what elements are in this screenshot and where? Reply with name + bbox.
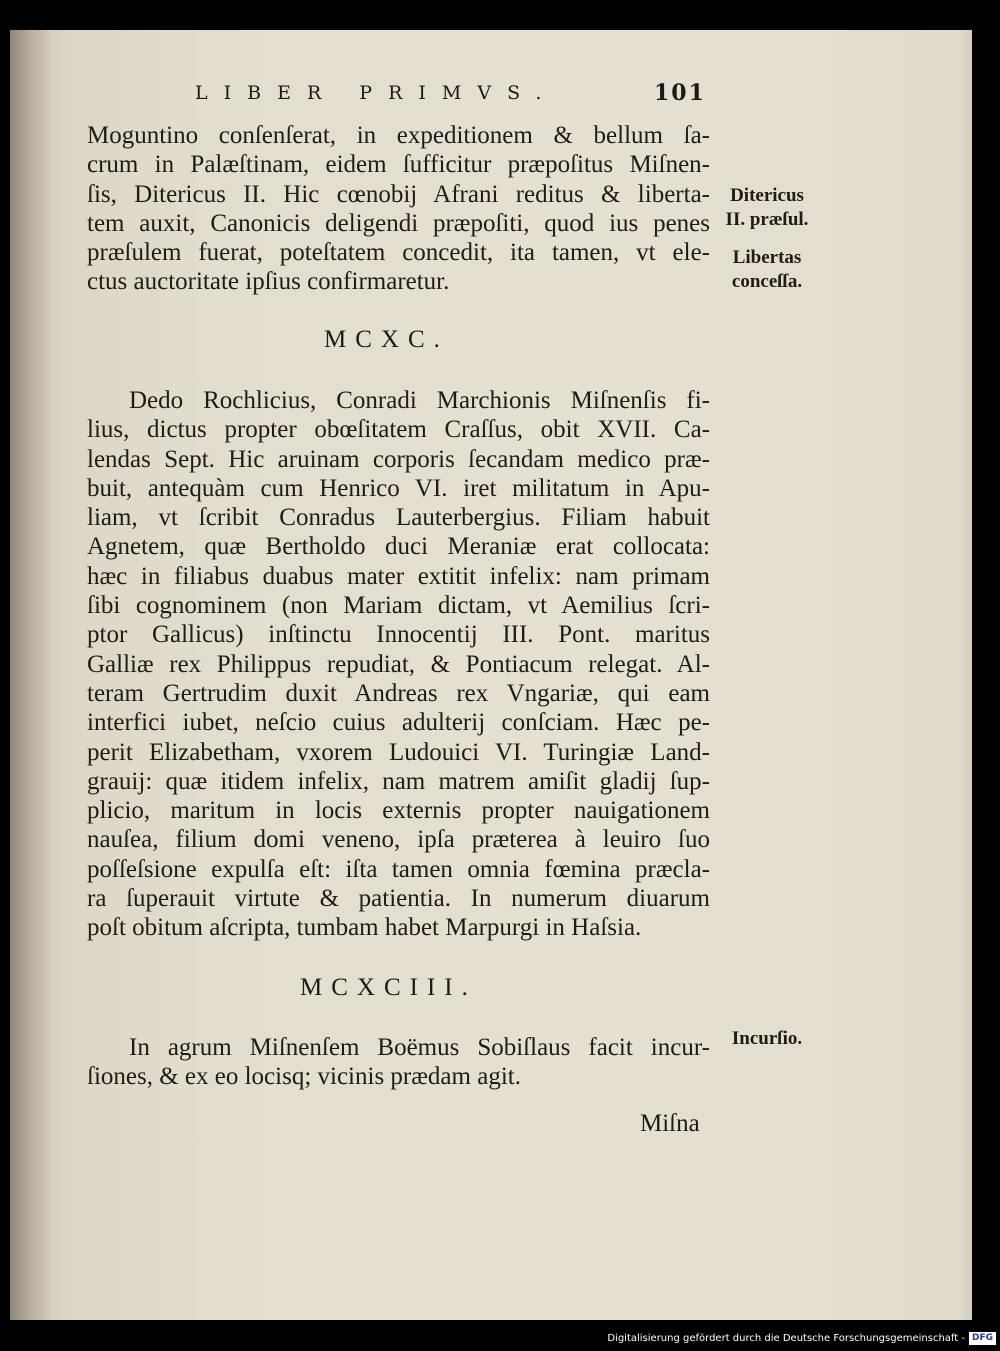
paragraph-1 bbox=[87, 121, 710, 297]
margin-note-libertas bbox=[707, 246, 827, 294]
text-line: Agnetem, quæ Bertholdo duci Meraniæ erat collocata: bbox=[87, 533, 710, 561]
year-heading-mcxciii: MCXCIII. bbox=[300, 974, 477, 1001]
text-line: ſibi cognominem (non Mariam dictam, vt Aemilius ſcri- bbox=[87, 592, 710, 620]
text-line: ſis, Ditericus II. Hic cœnobij Afrani reditus & liberta- bbox=[87, 180, 710, 208]
margin-note-incursio: Incurſio. bbox=[731, 1028, 803, 1049]
text-line: poſt obitum aſcripta, tumbam habet Marpurgi in Haſsia. bbox=[87, 914, 642, 942]
text-line: nauſea, filium domi veneno, ipſa præterea à leuiro ſuo bbox=[87, 826, 710, 854]
text-line: plicio, maritum in locis externis propter nauigationem bbox=[87, 797, 710, 825]
text-line: Dedo Rochlicius, Conradi Marchionis Miſnenſis fi- bbox=[129, 387, 710, 414]
book-page bbox=[10, 30, 972, 1320]
text-line: grauij: quæ itidem infelix, nam matrem amiſit gladij ſup- bbox=[87, 767, 710, 795]
text-line: teram Gertrudim duxit Andreas rex Vngariæ, qui eam bbox=[87, 679, 710, 707]
text-line: Moguntino conſenſerat, in expeditionem & bellum ſa- bbox=[87, 122, 710, 149]
text-line: ſiones, & ex eo locisq; vicinis prædam agit. bbox=[87, 1063, 521, 1091]
catchword: Miſna bbox=[640, 1110, 700, 1137]
text-line: lendas Sept. Hic aruinam corporis ſecandam medico præ- bbox=[87, 445, 710, 473]
text-line: lius, dictus propter obœſitatem Craſſus, obit XVII. Ca- bbox=[87, 416, 710, 444]
page-number: 101 bbox=[654, 80, 706, 106]
text-line: interfici iubet, neſcio cuius adulterij conſciam. Hæc pe- bbox=[87, 709, 710, 737]
text-line: buit, antequàm cum Henrico VI. iret militatum in Apu- bbox=[87, 474, 710, 502]
year-heading-mcxc: MCXC. bbox=[324, 326, 449, 353]
footer-credit-text: Digitalisierung gefördert durch die Deutsche Forschungsgemeinschaft - bbox=[607, 1333, 965, 1344]
digitization-footer bbox=[607, 1332, 996, 1345]
text-line: In agrum Miſnenſem Boëmus Sobiſlaus facit incur- bbox=[129, 1034, 710, 1061]
text-line: ptor Gallicus) inſtinctu Innocentij III. Pont. maritus bbox=[87, 621, 710, 649]
text-line: Galliæ rex Philippus repudiat, & Pontiacum relegat. Al- bbox=[87, 650, 710, 678]
text-line: crum in Palæſtinam, eidem ſufficitur præpoſitus Miſnen- bbox=[87, 151, 710, 179]
text-line: poſſeſsione expulſa eſt: iſta tamen omnia fœmina præcla- bbox=[87, 855, 710, 883]
text-line: hæc in filiabus duabus mater extitit infelix: nam primam bbox=[87, 562, 710, 590]
margin-note-line: II. præſul. bbox=[725, 209, 809, 230]
paragraph-3 bbox=[87, 1033, 710, 1092]
margin-note-ditericus bbox=[707, 184, 827, 232]
text-line: præſulem fuerat, poteſtatem concedit, ita tamen, vt ele- bbox=[87, 239, 710, 267]
margin-note-line: Libertas bbox=[732, 247, 802, 268]
text-line: liam, vt ſcribit Conradus Lauterbergius. Filiam habuit bbox=[87, 504, 710, 532]
text-line: tem auxit, Canonicis deligendi præpoſiti, quod ius penes bbox=[87, 209, 710, 237]
text-line: perit Elizabetham, vxorem Ludouici VI. Turingiæ Land- bbox=[87, 738, 710, 766]
paragraph-2 bbox=[87, 386, 710, 943]
dfg-logo: DFG bbox=[969, 1332, 996, 1345]
margin-note-line: conceſſa. bbox=[731, 271, 803, 292]
page-gutter-shadow bbox=[10, 30, 52, 1320]
margin-note-line: Ditericus bbox=[730, 185, 804, 206]
page-edge bbox=[958, 30, 972, 1320]
running-head: LIBER PRIMVS. bbox=[195, 82, 558, 104]
text-line: ctus auctoritate ipſius confirmaretur. bbox=[87, 268, 450, 296]
text-line: ra ſuperauit virtute & patientia. In numerum diuarum bbox=[87, 885, 710, 913]
